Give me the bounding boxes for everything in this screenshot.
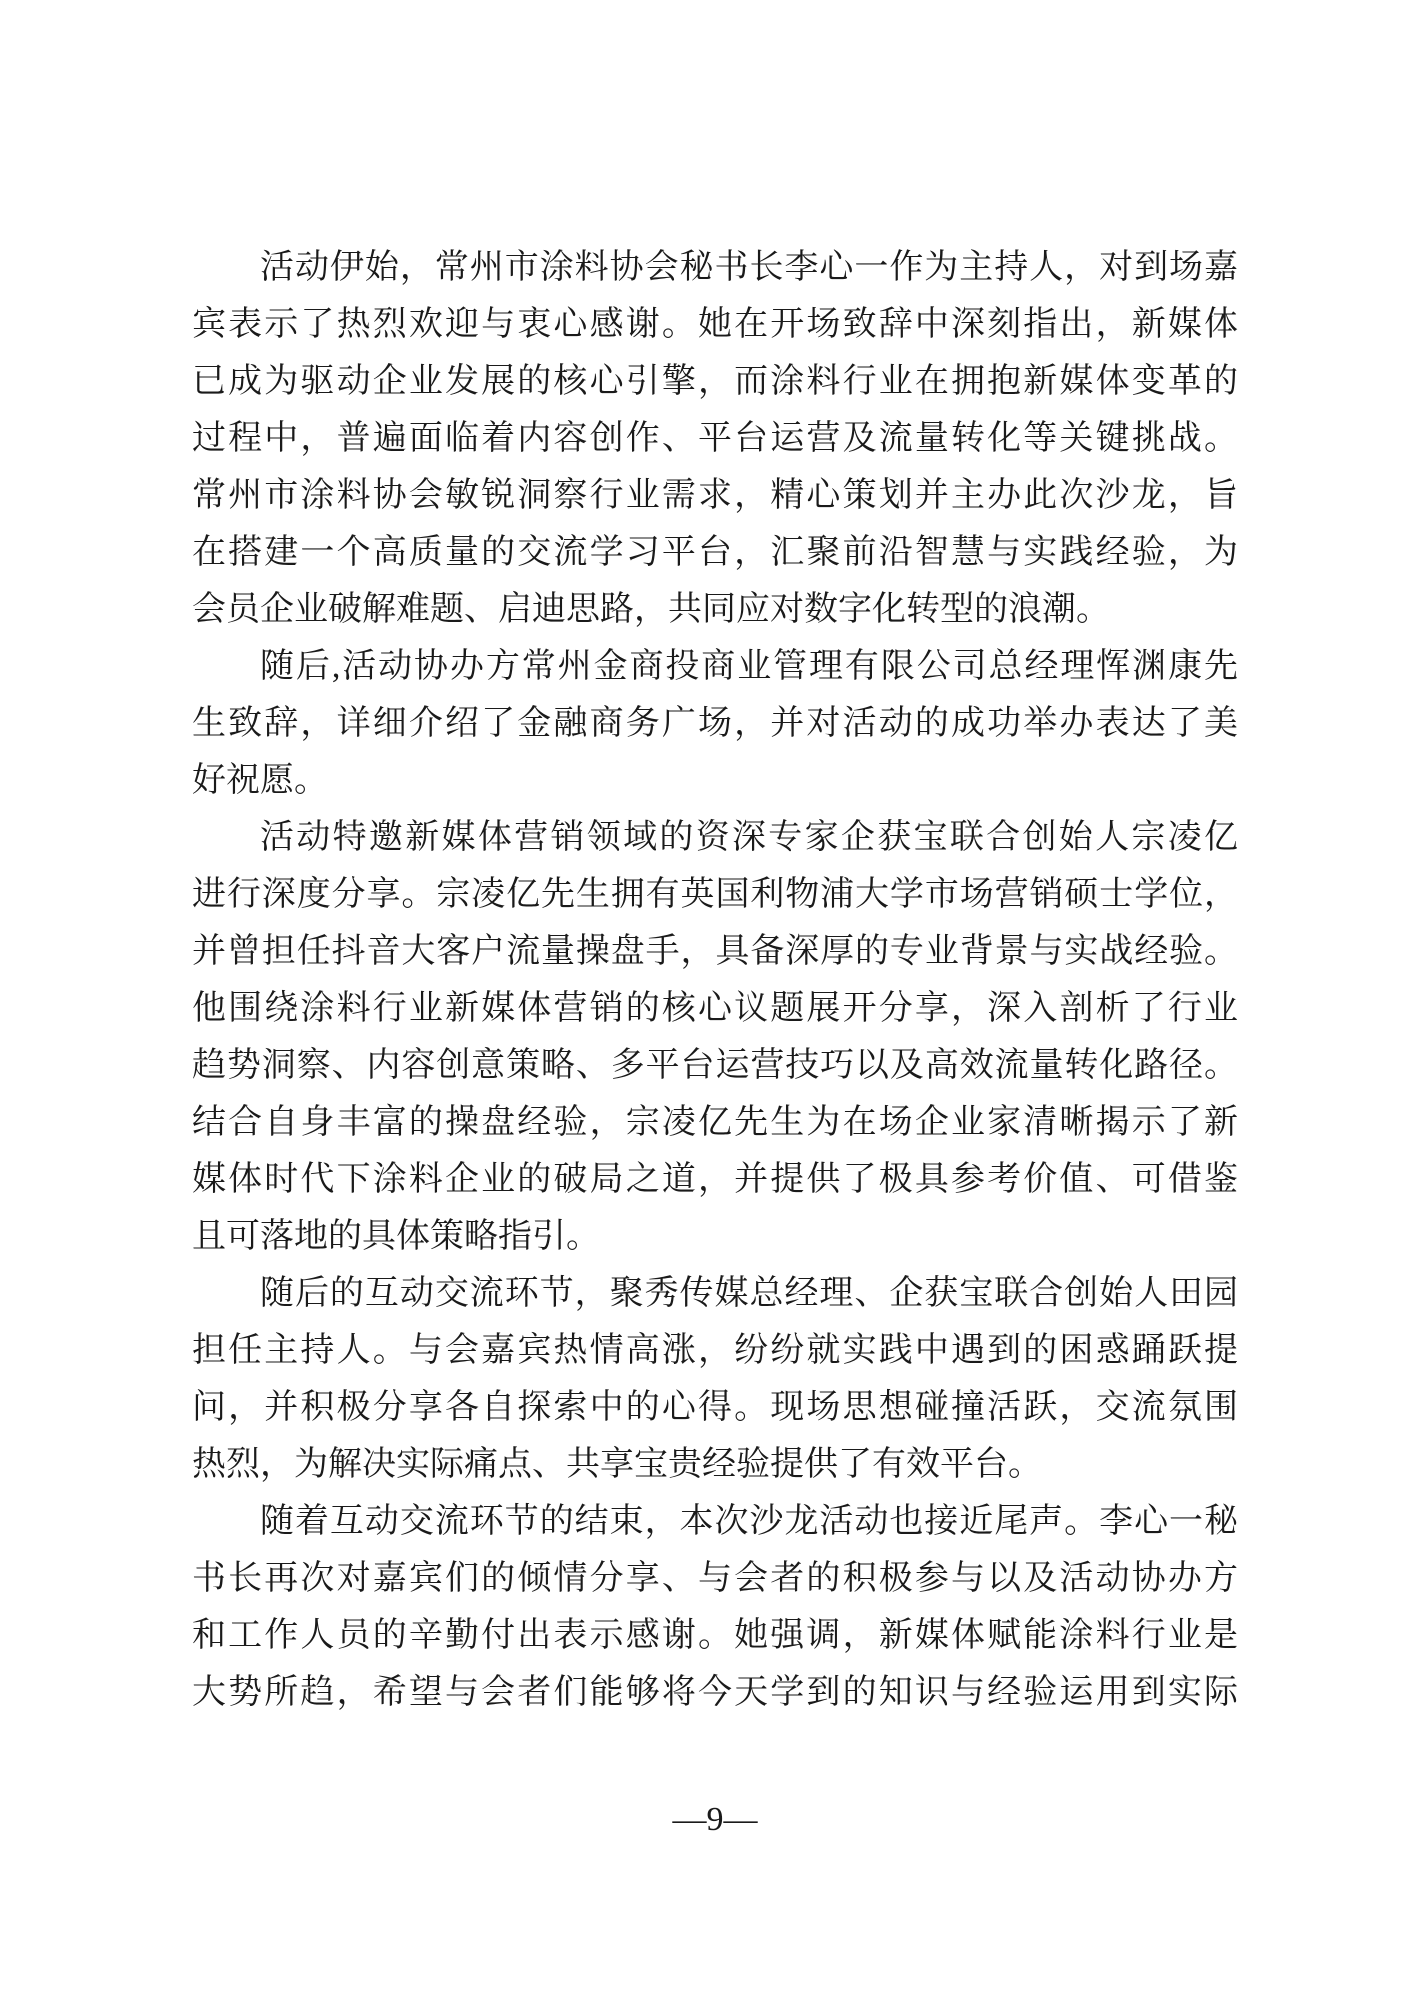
text-line: 热烈，为解决实际痛点、共享宝贵经验提供了有效平台。: [192, 1446, 1042, 1483]
text-line: 好祝愿。: [192, 762, 328, 799]
page-number: —9—: [672, 1801, 758, 1838]
text-line: 和工作人员的辛勤付出表示感谢。她强调，新媒体赋能涂料行业是: [192, 1617, 1238, 1654]
text-line: 结合自身丰富的操盘经验，宗凌亿先生为在场企业家清晰揭示了新: [192, 1104, 1238, 1141]
text-line: 大势所趋，希望与会者们能够将今天学到的知识与经验运用到实际: [192, 1674, 1238, 1711]
document-body: [192, 239, 1238, 1721]
text-line: 问，并积极分享各自探索中的心得。现场思想碰撞活跃，交流氛围: [192, 1389, 1238, 1426]
text-line: 且可落地的具体策略指引。: [192, 1218, 600, 1255]
text-line: 生致辞，详细介绍了金融商务广场，并对活动的成功举办表达了美: [192, 705, 1238, 742]
text-line: 担任主持人。与会嘉宾热情高涨，纷纷就实践中遇到的困惑踊跃提: [192, 1332, 1238, 1369]
text-line: 他围绕涂料行业新媒体营销的核心议题展开分享，深入剖析了行业: [192, 990, 1238, 1027]
text-line: 宾表示了热烈欢迎与衷心感谢。她在开场致辞中深刻指出，新媒体: [192, 306, 1238, 343]
text-line: 随着互动交流环节的结束，本次沙龙活动也接近尾声。李心一秘: [260, 1503, 1238, 1540]
text-line: 活动特邀新媒体营销领域的资深专家企获宝联合创始人宗凌亿: [260, 819, 1238, 856]
text-line: 会员企业破解难题、启迪思路，共同应对数字化转型的浪潮。: [192, 591, 1110, 628]
text-line: 过程中，普遍面临着内容创作、平台运营及流量转化等关键挑战。: [192, 420, 1238, 457]
text-line: 在搭建一个高质量的交流学习平台，汇聚前沿智慧与实践经验，为: [192, 534, 1238, 571]
text-line: 活动伊始，常州市涂料协会秘书长李心一作为主持人，对到场嘉: [260, 249, 1238, 286]
text-line: 书长再次对嘉宾们的倾情分享、与会者的积极参与以及活动协办方: [192, 1560, 1238, 1597]
text-line: 媒体时代下涂料企业的破局之道，并提供了极具参考价值、可借鉴: [192, 1161, 1238, 1198]
text-line: 常州市涂料协会敏锐洞察行业需求，精心策划并主办此次沙龙，旨: [192, 477, 1238, 514]
text-line: 已成为驱动企业发展的核心引擎，而涂料行业在拥抱新媒体变革的: [192, 363, 1238, 400]
text-line: 随后,活动协办方常州金商投商业管理有限公司总经理恽渊康先: [260, 648, 1238, 685]
text-line: 并曾担任抖音大客户流量操盘手，具备深厚的专业背景与实战经验。: [192, 933, 1238, 970]
text-line: 趋势洞察、内容创意策略、多平台运营技巧以及高效流量转化路径。: [192, 1047, 1238, 1084]
text-line: 随后的互动交流环节，聚秀传媒总经理、企获宝联合创始人田园: [260, 1275, 1238, 1312]
text-line: 进行深度分享。宗凌亿先生拥有英国利物浦大学市场营销硕士学位，: [192, 876, 1238, 913]
